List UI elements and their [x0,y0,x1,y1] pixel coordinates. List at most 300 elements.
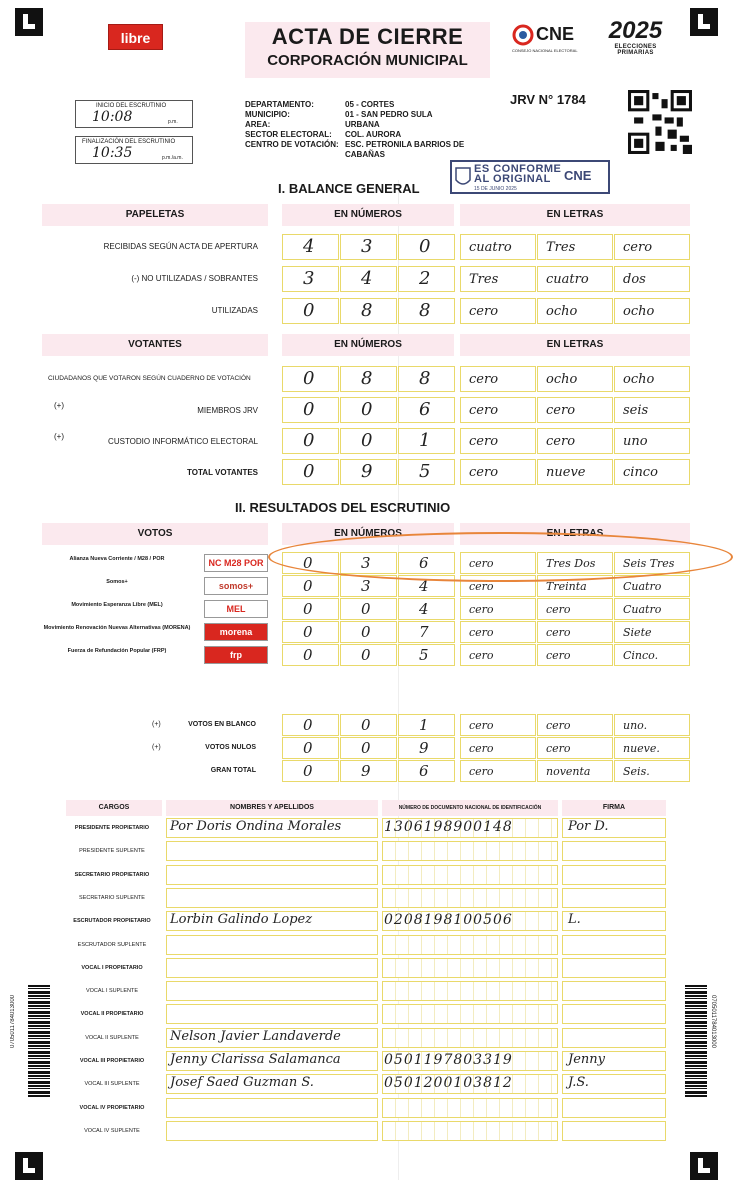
start-time-unit: p.m. [168,119,178,125]
word-cell [537,366,613,392]
digit: 0 [361,600,371,618]
cargo-label: PRESIDENTE PROPIETARIO [74,825,150,831]
number-cell [398,760,455,782]
word-cell [460,266,536,292]
word-cell [537,428,613,454]
firma-cell [562,1028,666,1048]
number-cell [398,644,455,666]
word: cero [469,603,494,616]
word: cero [469,403,499,418]
word: cinco [623,465,658,480]
digit: 4 [419,577,429,595]
word: cero [469,765,494,778]
total-label: VOTOS NULOS [205,744,256,751]
doc-cell [382,935,558,955]
cargo-label: PRESIDENTE SUPLENTE [79,848,145,855]
digit: 8 [419,368,431,389]
number-cell [282,644,339,666]
number-cell [398,366,455,392]
digit: 2 [419,268,431,289]
word: dos [623,272,646,287]
word-cell [460,234,536,260]
conformity-stamp [450,160,610,194]
person-document: 1306198900148 [384,819,513,835]
firma-cell [562,888,666,908]
name-cell [166,981,378,1001]
word-cell [460,760,536,782]
word-cell [614,298,690,324]
digit: 8 [361,368,373,389]
person-signature: Por D. [568,819,609,834]
start-time-value: 10:08 [92,109,133,125]
word: Seis Tres [623,557,675,570]
digit: 0 [303,646,313,664]
number-cell [398,428,455,454]
word: nueve [546,465,586,480]
number-cell [398,714,455,736]
word: cero [546,742,571,755]
word: uno [623,434,648,449]
cne-emblem-icon [512,24,534,46]
digit: 0 [303,623,313,641]
word: cero [546,403,576,418]
total-label: VOTOS EN BLANCO [188,721,256,728]
person-signature: L. [568,912,581,928]
word-cell [537,234,613,260]
title-box [245,22,490,78]
corner-marker-top-right [690,8,718,36]
word: Treinta [546,580,587,593]
firma-cell [562,1098,666,1118]
info-value: CABAÑAS [345,150,385,159]
row-label: CUSTODIO INFORMÁTICO ELECTORAL [108,437,258,446]
word: cero [546,603,571,616]
cargos-header: CARGOS [66,800,162,816]
word: Tres [469,272,499,287]
firma-cell [562,958,666,978]
digit: 1 [419,430,431,451]
word: cero [546,649,571,662]
word: seis [623,403,649,418]
total-sign: (+) [152,744,161,751]
digit: 0 [303,368,315,389]
word: cuatro [546,272,589,287]
digit: 4 [303,236,315,257]
party-logo: frp [204,646,268,664]
digit: 9 [361,461,373,482]
cargo-label: VOCAL IV SUPLENTE [84,1127,140,1134]
firma-header: FIRMA [562,800,666,816]
doc-cell [382,1004,558,1024]
word-cell [537,459,613,485]
digit: 3 [361,236,373,257]
location-info [245,100,465,160]
digit: 9 [419,739,429,757]
word: ocho [546,304,578,319]
word: Siete [623,626,652,639]
number-cell [340,737,397,759]
word-cell [614,234,690,260]
digit: 5 [419,646,429,664]
names-header: NOMBRES Y APELLIDOS [166,800,378,816]
barcode-right [685,985,707,1097]
firma-cell [562,865,666,885]
party-name: Alianza Nueva Corriente / M28 / POR [69,556,165,562]
number-cell [398,298,455,324]
digit: 0 [303,461,315,482]
end-time-box [75,136,193,164]
votos-header: VOTOS [42,523,268,545]
name-cell [166,958,378,978]
word-cell [537,714,613,736]
name-cell [166,1121,378,1141]
year-sub-label: ELECCIONES PRIMARIAS [614,44,657,56]
doc-cell [382,1098,558,1118]
page-title: ACTA DE CIERRE [271,24,464,49]
word: noventa [546,765,591,778]
digit: 0 [361,623,371,641]
word-cell [460,621,536,643]
word-cell [460,366,536,392]
info-key: AREA: [245,120,271,129]
party-logo: somos+ [204,577,268,595]
word: cuatro [469,240,512,255]
digit: 5 [419,461,431,482]
corner-marker-bottom-right [690,1152,718,1180]
cne-logo [510,22,590,58]
digit: 7 [419,623,429,641]
cargo-label: VOCAL I PROPIETARIO [81,964,143,971]
row-label: CIUDADANOS QUE VOTARON SEGÚN CUADERNO DE VOTACIÓN [48,375,251,382]
word-cell [460,598,536,620]
word-cell [460,428,536,454]
balance-title: I. BALANCE GENERAL [278,181,420,196]
number-cell [340,598,397,620]
number-cell [398,621,455,643]
digit: 0 [361,716,371,734]
word-cell [537,598,613,620]
word: cero [469,580,494,593]
word-cell [614,366,690,392]
word-cell [460,397,536,423]
digit: 0 [361,430,373,451]
doc-cell [382,1028,558,1048]
hand-drawn-circle [268,532,733,582]
digit: 3 [303,268,315,289]
row-label: UTILIZADAS [211,306,258,315]
row-label: (-) NO UTILIZADAS / SOBRANTES [131,274,258,283]
word-cell [537,621,613,643]
coat-of-arms-icon [454,166,472,190]
document-header: NÚMERO DE DOCUMENTO NACIONAL DE IDENTIFICACIÓN [382,800,558,816]
digit: 6 [419,554,429,572]
word-cell [460,298,536,324]
word-cell [537,298,613,324]
party-name: Fuerza de Refundación Popular (FRP) [67,648,167,654]
digit: 0 [303,300,315,321]
word-cell [614,459,690,485]
word: Tres [546,240,576,255]
firma-cell [562,981,666,1001]
numbers-header: EN NÚMEROS [282,334,454,356]
cne-name: CNE [536,24,575,44]
name-cell [166,888,378,908]
digit: 0 [303,762,313,780]
doc-cell [382,981,558,1001]
firma-cell [562,1004,666,1024]
year-label: 2025 [608,17,663,44]
doc-cell [382,888,558,908]
word: cero [469,557,494,570]
libre-logo: libre [108,24,163,50]
corner-marker-top-left [15,8,43,36]
number-cell [282,714,339,736]
word: cero [469,465,499,480]
word: cero [469,304,499,319]
cargo-label: VOCAL IV PROPIETARIO [79,1104,145,1111]
firma-cell [562,935,666,955]
word: Cuatro [623,580,662,593]
digit: 0 [361,646,371,664]
number-cell [340,266,397,292]
number-cell [282,575,339,597]
word: cero [623,240,653,255]
results-numbers-header: EN NÚMEROS [282,523,454,545]
number-cell [340,621,397,643]
digit: 0 [303,716,313,734]
info-key: CENTRO DE VOTACIÓN: [245,140,339,149]
word-cell [614,598,690,620]
word-cell [614,428,690,454]
word-cell [614,644,690,666]
word-cell [614,714,690,736]
word-cell [537,644,613,666]
row-sign: (+) [54,432,64,441]
doc-cell [382,958,558,978]
barcode-left [28,985,50,1097]
elections-2025-logo [598,18,673,56]
cargo-label: VOCAL III SUPLENTE [84,1081,140,1088]
word: ocho [623,304,655,319]
start-time-label: INICIO DEL ESCRUTINIO [96,103,167,109]
digit: 0 [303,430,315,451]
number-cell [340,459,397,485]
end-time-label: FINALIZACIÓN DEL ESCRUTINIO [82,139,176,145]
digit: 0 [303,399,315,420]
end-time-unit: p.m./a.m. [162,155,183,161]
cargo-label: ESCRUTADOR SUPLENTE [77,941,147,948]
number-cell [282,760,339,782]
word: Cuatro [623,603,662,616]
word-cell [537,737,613,759]
word-cell [614,621,690,643]
info-value: 01 - SAN PEDRO SULA [345,110,433,119]
word: Seis. [623,765,650,778]
number-cell [340,298,397,324]
cargo-label: VOCAL III PROPIETARIO [79,1058,145,1064]
number-cell [282,428,339,454]
party-logo: morena [204,623,268,641]
word: Tres Dos [546,557,596,570]
words-header: EN LETRAS [460,204,690,226]
info-key [245,150,345,160]
number-cell [282,298,339,324]
word-cell [614,266,690,292]
start-time-box [75,100,193,128]
person-name: Por Doris Ondina Morales [170,819,342,834]
corner-marker-bottom-left [15,1152,43,1180]
info-key: SECTOR ELECTORAL: [245,130,332,139]
person-name: Lorbin Galindo Lopez [170,912,313,928]
stamp-line-1: ES CONFORME [474,163,562,175]
word: cero [546,626,571,639]
jrv-number: JRV N° 1784 [510,92,586,107]
party-name: Movimiento Renovación Nuevas Alternativas (MORENA) [43,625,191,631]
person-name: Nelson Javier Landaverde [170,1028,341,1044]
word-cell [537,760,613,782]
word-cell [460,714,536,736]
stamp-line-3: 15 DE JUNIO 2025 [474,186,517,192]
words-header: EN LETRAS [460,334,690,356]
number-cell [282,366,339,392]
number-cell [282,621,339,643]
party-logo: MEL [204,600,268,618]
results-title: II. RESULTADOS DEL ESCRUTINIO [235,500,451,515]
stamp-line-2: AL ORIGINAL [474,173,551,185]
number-cell [340,428,397,454]
word: cero [469,719,494,732]
word: ocho [623,372,655,387]
word-cell [537,397,613,423]
papeletas-header: PAPELETAS [42,204,268,226]
qr-code-icon [628,90,692,154]
cargo-label: VOCAL II PROPIETARIO [80,1011,144,1018]
number-cell [340,760,397,782]
number-cell [340,366,397,392]
word-cell [460,737,536,759]
number-cell [282,397,339,423]
number-cell [282,266,339,292]
party-logo: NC M28 POR [204,554,268,572]
digit: 0 [361,739,371,757]
votantes-header: VOTANTES [42,334,268,356]
number-cell [398,234,455,260]
number-cell [282,234,339,260]
word-cell [614,397,690,423]
firma-cell [562,1121,666,1141]
word: nueve. [623,742,660,755]
number-cell [340,234,397,260]
person-document: 0208198100506 [384,912,513,929]
word: cero [546,434,576,449]
barcode-left-text: 0705011784013000 [10,995,16,1048]
total-label: GRAN TOTAL [210,767,256,774]
total-sign: (+) [152,721,161,728]
number-cell [282,459,339,485]
page-subtitle: CORPORACIÓN MUNICIPAL [267,52,468,69]
info-value: COL. AURORA [345,130,402,139]
person-name: Jenny Clarissa Salamanca [170,1052,341,1067]
name-cell [166,1004,378,1024]
row-label: RECIBIDAS SEGÚN ACTA DE APERTURA [103,242,258,251]
cargo-label: SECRETARIO SUPLENTE [79,894,145,901]
name-cell [166,865,378,885]
word: cero [469,649,494,662]
firma-cell [562,841,666,861]
row-label: MIEMBROS JRV [197,406,258,415]
digit: 3 [361,577,371,595]
person-signature: J.S. [568,1075,589,1091]
digit: 0 [303,554,313,572]
word: cero [469,434,499,449]
name-cell [166,841,378,861]
stamp-cne: CNE [564,168,592,183]
digit: 3 [361,554,371,572]
digit: 4 [361,268,373,289]
number-cell [282,737,339,759]
info-value: URBANA [345,120,380,129]
cargo-label: ESCRUTADOR PROPIETARIO [73,918,151,925]
info-key: DEPARTAMENTO: [245,100,314,109]
digit: 0 [303,577,313,595]
digit: 8 [361,300,373,321]
number-cell [340,644,397,666]
word-cell [614,760,690,782]
info-value: ESC. PETRONILA BARRIOS DE [345,140,465,149]
info-key: MUNICIPIO: [245,110,290,119]
name-cell [166,1098,378,1118]
digit: 6 [419,762,429,780]
word: uno. [623,719,648,732]
number-cell [398,737,455,759]
word: cero [469,626,494,639]
person-name: Josef Saed Guzman S. [170,1075,314,1091]
digit: 0 [361,399,373,420]
digit: 8 [419,300,431,321]
word: Cinco. [623,649,659,662]
numbers-header: EN NÚMEROS [282,204,454,226]
word-cell [460,459,536,485]
digit: 9 [361,762,371,780]
info-value: 05 - CORTES [345,100,395,109]
cargo-label: SECRETARIO PROPIETARIO [74,871,150,878]
word-cell [614,575,690,597]
digit: 0 [303,739,313,757]
party-name: Movimiento Esperanza Libre (MEL) [71,602,163,608]
person-document: 0501200103812 [384,1075,513,1092]
number-cell [340,397,397,423]
number-cell [398,459,455,485]
word: cero [546,719,571,732]
digit: 4 [419,600,429,618]
number-cell [398,266,455,292]
name-cell [166,935,378,955]
doc-cell [382,1121,558,1141]
cargo-label: VOCAL II SUPLENTE [85,1034,139,1041]
word: ocho [546,372,578,387]
word-cell [460,644,536,666]
digit: 0 [419,236,431,257]
word-cell [537,266,613,292]
digit: 6 [419,399,431,420]
row-sign: (+) [54,401,64,410]
row-label: TOTAL VOTANTES [187,468,258,477]
doc-cell [382,865,558,885]
digit: 1 [419,716,429,734]
number-cell [282,598,339,620]
number-cell [340,714,397,736]
cargo-label: VOCAL I SUPLENTE [85,988,139,995]
